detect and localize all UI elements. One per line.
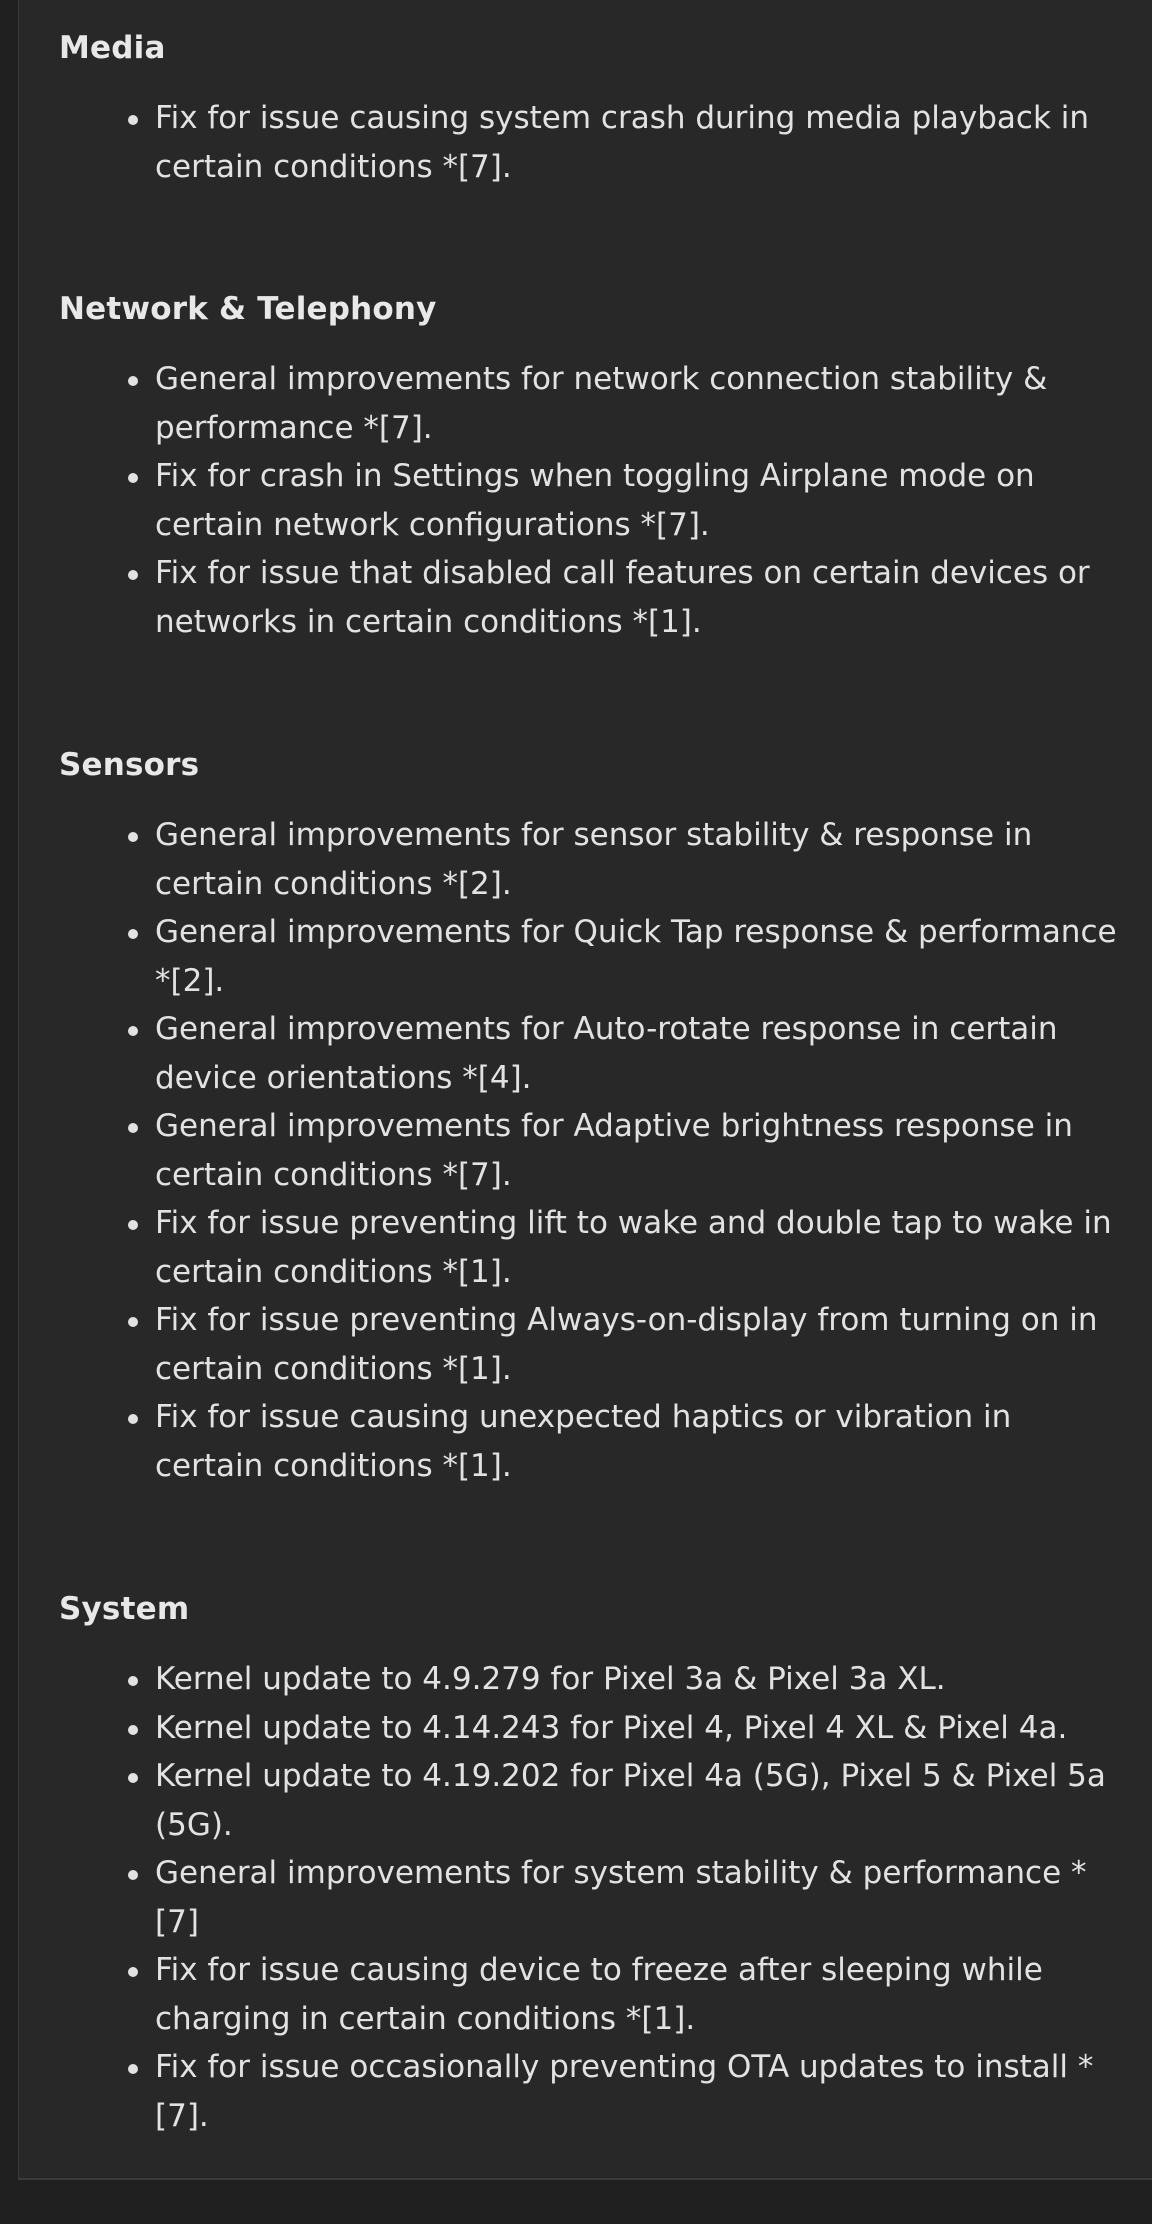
list-item-text: General improvements for Auto-rotate response in certain device orientations *[4]. bbox=[155, 1011, 1058, 1096]
list-item bbox=[59, 452, 1119, 549]
list-item bbox=[59, 549, 1119, 646]
bullet-icon bbox=[128, 376, 138, 386]
list-item-text: General improvements for Quick Tap response & performance *[2]. bbox=[155, 914, 1117, 999]
bullet-icon bbox=[128, 1967, 138, 1977]
section-network-telephony bbox=[59, 283, 1119, 646]
bullet-icon bbox=[128, 1676, 138, 1686]
section-title-network: Network & Telephony bbox=[59, 291, 437, 327]
bottom-bar bbox=[0, 2182, 1152, 2224]
list-item-text: Fix for issue preventing Always-on-display from turning on in certain conditions *[1]. bbox=[155, 1302, 1098, 1387]
list-item-text: Fix for issue causing device to freeze after sleeping while charging in certain conditions *[1]. bbox=[155, 1952, 1043, 2037]
list-sensors bbox=[59, 811, 1119, 1490]
bullet-icon bbox=[128, 1123, 138, 1133]
list-media bbox=[59, 94, 1119, 191]
list-item-text: Kernel update to 4.14.243 for Pixel 4, Pixel 4 XL & Pixel 4a. bbox=[155, 1709, 1068, 1746]
release-notes-card bbox=[18, 0, 1152, 2180]
list-system bbox=[59, 1655, 1119, 2140]
list-item bbox=[59, 1005, 1119, 1102]
list-item bbox=[59, 1393, 1119, 1490]
bullet-icon bbox=[128, 1317, 138, 1327]
list-item-text: General improvements for network connection stability & performance *[7]. bbox=[155, 361, 1048, 446]
bullet-icon bbox=[128, 2064, 138, 2074]
list-item bbox=[59, 1752, 1119, 1849]
bullet-icon bbox=[128, 1026, 138, 1036]
list-item-text: Fix for issue causing unexpected haptics or vibration in certain conditions *[1]. bbox=[155, 1399, 1012, 1484]
bullet-icon bbox=[128, 929, 138, 939]
list-item bbox=[59, 1296, 1119, 1393]
list-item bbox=[59, 94, 1119, 191]
list-item bbox=[59, 355, 1119, 452]
list-item-text: Fix for issue occasionally preventing OTA updates to install *[7]. bbox=[155, 2049, 1094, 2134]
section-title-system: System bbox=[59, 1591, 190, 1627]
bullet-icon bbox=[128, 1870, 138, 1880]
list-item bbox=[59, 1849, 1119, 1946]
bullet-icon bbox=[128, 1414, 138, 1424]
list-item-text: Kernel update to 4.9.279 for Pixel 3a & Pixel 3a XL. bbox=[155, 1661, 946, 1697]
bullet-icon bbox=[128, 1220, 138, 1230]
bullet-icon bbox=[128, 832, 138, 842]
section-sensors bbox=[59, 739, 1119, 1490]
list-item-text: Fix for issue causing system crash during media playback in certain conditions *[7]. bbox=[155, 100, 1090, 185]
list-item-text: Fix for issue preventing lift to wake and double tap to wake in certain conditions *[1]. bbox=[155, 1205, 1112, 1290]
section-title-media: Media bbox=[59, 30, 166, 66]
list-item-text: General improvements for Adaptive brightness response in certain conditions *[7]. bbox=[155, 1108, 1073, 1193]
list-item bbox=[59, 1102, 1119, 1199]
list-network bbox=[59, 355, 1119, 646]
list-item-text: Fix for crash in Settings when toggling Airplane mode on certain network configurations *[7]. bbox=[155, 458, 1035, 543]
list-item-text: Fix for issue that disabled call features on certain devices or networks in certain conditions *[1]. bbox=[155, 555, 1090, 640]
bullet-icon bbox=[128, 1773, 138, 1783]
list-item-text: Kernel update to 4.19.202 for Pixel 4a (5G), Pixel 5 & Pixel 5a (5G). bbox=[155, 1758, 1106, 1843]
list-item bbox=[59, 908, 1119, 1005]
bullet-icon bbox=[128, 1725, 138, 1735]
bullet-icon bbox=[128, 473, 138, 483]
list-item-text: General improvements for sensor stability & response in certain conditions *[2]. bbox=[155, 817, 1033, 902]
list-item bbox=[59, 1946, 1119, 2043]
section-media bbox=[59, 22, 1119, 191]
section-system bbox=[59, 1583, 1119, 2140]
list-item bbox=[59, 2043, 1119, 2140]
bullet-icon bbox=[128, 115, 138, 125]
list-item bbox=[59, 811, 1119, 908]
section-title-sensors: Sensors bbox=[59, 747, 200, 783]
list-item bbox=[59, 1199, 1119, 1296]
list-item bbox=[59, 1655, 1119, 1704]
list-item-text: General improvements for system stability & performance *[7] bbox=[155, 1855, 1087, 1940]
bullet-icon bbox=[128, 570, 138, 580]
list-item bbox=[59, 1704, 1119, 1753]
